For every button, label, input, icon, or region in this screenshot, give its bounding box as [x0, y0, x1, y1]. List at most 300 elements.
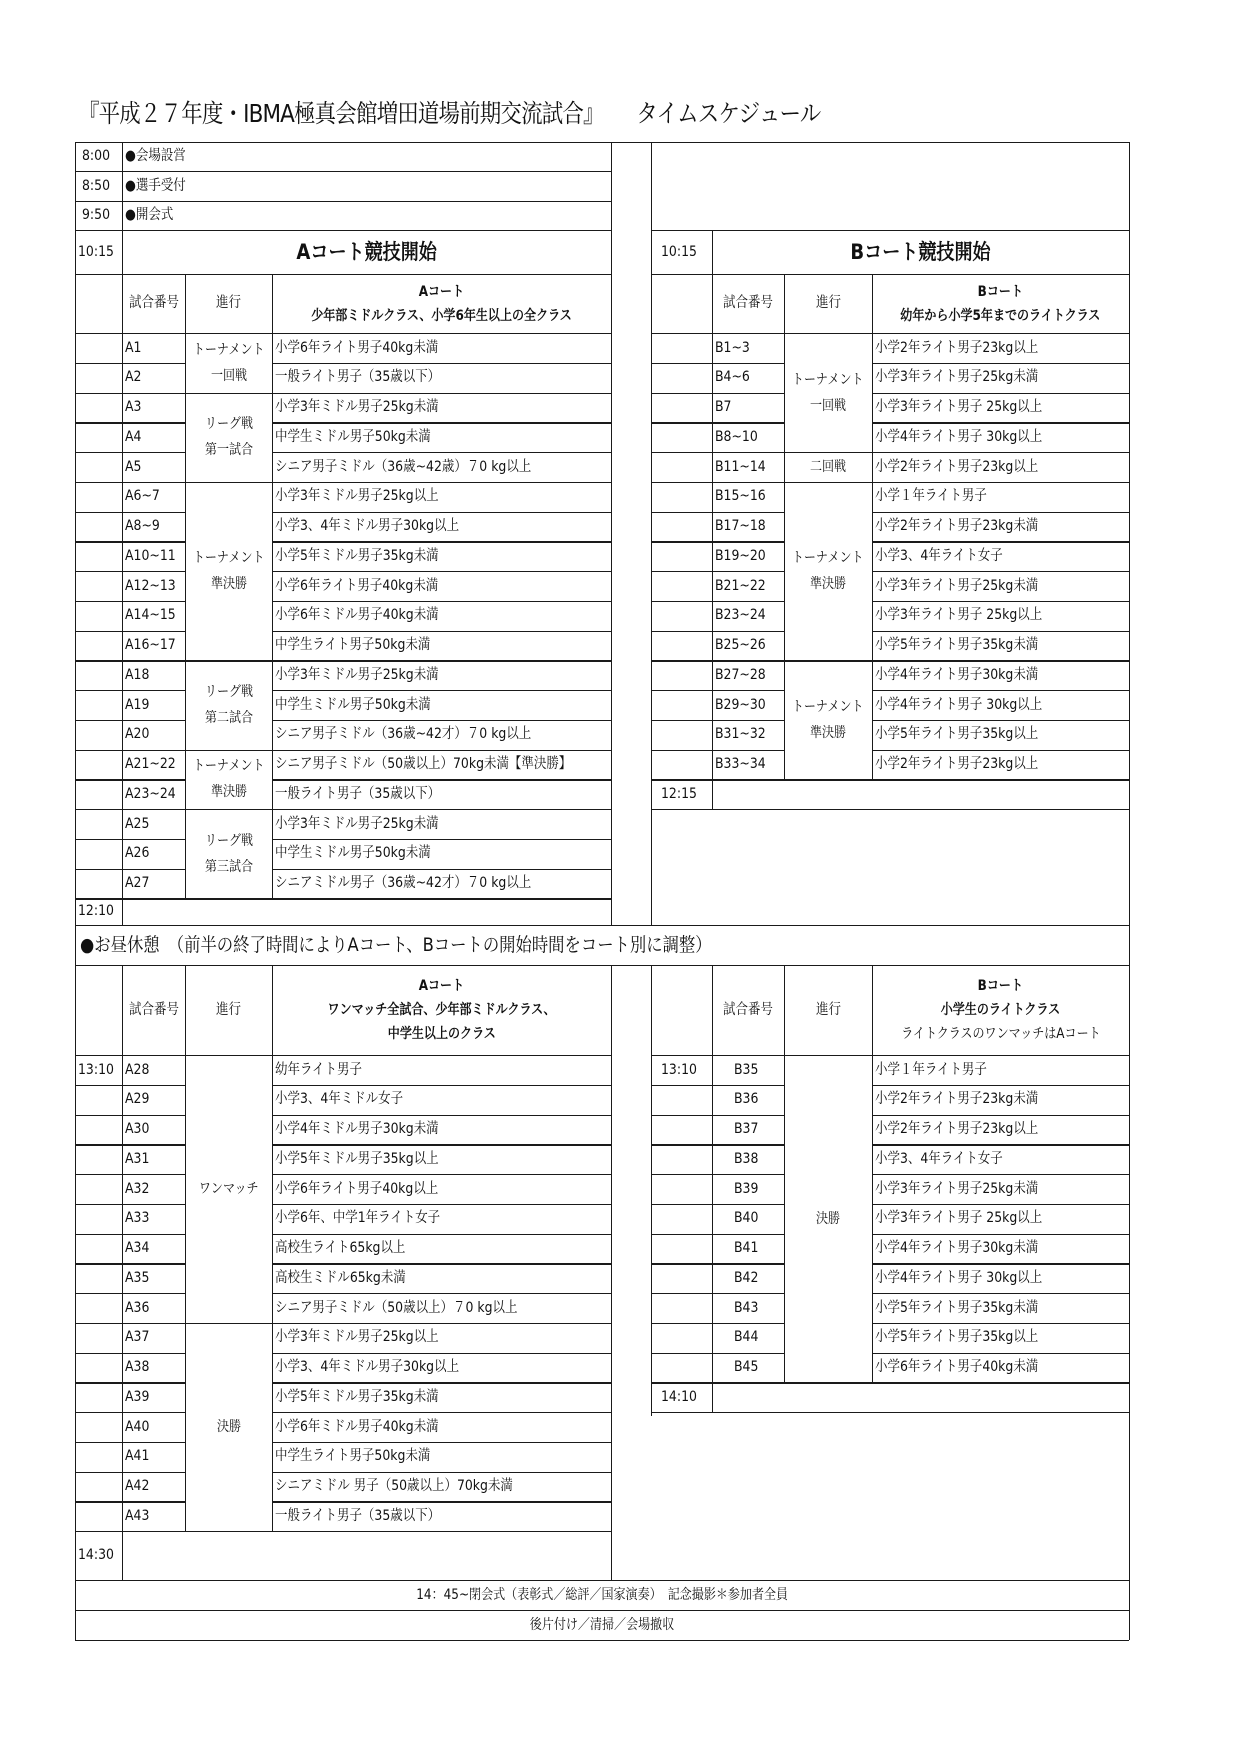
- match-number: [712, 1323, 784, 1353]
- match-number: [122, 750, 185, 780]
- event-name-text: 小学5年ミドル男子35kg未満: [275, 547, 439, 564]
- event-name: [872, 512, 1129, 542]
- match-number: [122, 1442, 185, 1472]
- match-number-text: B33~34: [715, 756, 766, 773]
- time-cell: [75, 898, 122, 925]
- event-name: [872, 452, 1129, 482]
- grid-line-v: [712, 1055, 713, 1382]
- column-header-court: [872, 965, 1129, 1055]
- event-name: [272, 482, 611, 512]
- match-number: [712, 1293, 784, 1323]
- event-name: [272, 1412, 611, 1442]
- time-cell-text: 13:10: [660, 1061, 697, 1078]
- grid-line-h: [651, 809, 1129, 810]
- match-number: [122, 809, 185, 839]
- match-number: [122, 363, 185, 393]
- match-number-text: B45: [733, 1359, 759, 1376]
- match-number: [122, 631, 185, 661]
- grid-line-h: [651, 1412, 1129, 1413]
- event-name: [872, 1353, 1129, 1383]
- grid-line-v: [122, 201, 123, 230]
- event-name-text: 小学3、4年ミドル男子30kg以上: [275, 1359, 460, 1376]
- grid-line-h: [185, 1531, 272, 1532]
- column-header-match-number: [122, 965, 185, 1055]
- opening-item-text: ●開会式: [125, 207, 174, 224]
- time-cell-text: 9:50: [82, 207, 111, 224]
- progress-stage-line: トーナメント: [792, 371, 864, 388]
- match-number-text: A26: [125, 845, 150, 862]
- match-number: [122, 1263, 185, 1293]
- grid-line-v: [872, 333, 873, 779]
- event-name-text: 中学生ライト男子50kg未満: [275, 637, 431, 654]
- match-number: [712, 333, 784, 363]
- progress-stage: [185, 393, 272, 482]
- column-header-court-line: Bコート: [977, 978, 1024, 994]
- match-number: [122, 452, 185, 482]
- time-cell: [75, 1055, 122, 1085]
- event-name-text: 小学3年ライト男子25kg未満: [875, 577, 1039, 594]
- event-name: [272, 1353, 611, 1383]
- event-name: [272, 601, 611, 631]
- grid-line-h: [185, 898, 272, 899]
- event-name: [872, 1085, 1129, 1115]
- event-name: [872, 1293, 1129, 1323]
- match-number-text: B1~3: [715, 339, 750, 356]
- match-number-text: A18: [125, 666, 150, 683]
- event-name-text: 中学生ミドル男子50kg未満: [275, 696, 431, 713]
- column-header-court-line: ライトクラスのワンマッチはAコート: [900, 1026, 1101, 1042]
- time-cell: [75, 230, 122, 274]
- progress-stage-line: 第二試合: [204, 709, 253, 726]
- match-number: [712, 422, 784, 452]
- event-name-text: 高校生ミドル65kg未満: [275, 1269, 406, 1286]
- progress-stage-line: 準決勝: [210, 576, 247, 592]
- progress-stage-line: 準決勝: [809, 576, 847, 592]
- event-name: [872, 541, 1129, 571]
- match-number: [122, 690, 185, 720]
- match-number-text: B29~30: [715, 696, 766, 713]
- match-number-text: B36: [733, 1091, 759, 1108]
- match-number: [122, 839, 185, 869]
- match-number-text: B39: [733, 1180, 759, 1197]
- match-number-text: A32: [125, 1180, 150, 1197]
- match-number: [712, 690, 784, 720]
- match-number-text: B7: [715, 399, 732, 416]
- grid-line-h: [784, 1382, 872, 1383]
- grid-line-v: [872, 274, 873, 333]
- grid-line-v: [872, 965, 873, 1055]
- event-name-text: 一般ライト男子（35歳以下）: [275, 369, 441, 386]
- document-title: [78, 94, 820, 130]
- opening-item-text: ●会場設営: [125, 148, 186, 165]
- progress-stage-line: ワンマッチ: [198, 1180, 259, 1197]
- match-number-text: B41: [733, 1240, 759, 1257]
- match-number-text: A23~24: [125, 785, 176, 802]
- event-name: [872, 571, 1129, 601]
- progress-stage-line: リーグ戦: [204, 832, 253, 849]
- opening-item: [122, 171, 611, 201]
- event-name: [872, 601, 1129, 631]
- event-name: [872, 1204, 1129, 1234]
- grid-line-v: [185, 274, 186, 333]
- match-number-text: A12~13: [125, 577, 176, 594]
- event-name: [272, 1144, 611, 1174]
- event-name-text: シニア男子ミドル（36歳~42才）７0 kg以上: [275, 726, 532, 743]
- grid-line-v: [611, 142, 612, 925]
- match-number: [122, 1174, 185, 1204]
- match-number-text: A36: [125, 1299, 150, 1316]
- match-number: [122, 1412, 185, 1442]
- progress-stage: [185, 660, 272, 749]
- match-number-text: A33: [125, 1210, 150, 1227]
- column-header-court: [272, 965, 611, 1055]
- match-number-text: B44: [733, 1329, 759, 1346]
- match-number: [122, 512, 185, 542]
- grid-line-v: [272, 333, 273, 898]
- column-header-progress-text: 進行: [815, 295, 841, 312]
- grid-line-v: [712, 274, 713, 333]
- match-number-text: B23~24: [715, 607, 766, 624]
- event-name: [272, 363, 611, 393]
- event-name: [272, 1115, 611, 1145]
- event-name: [272, 779, 611, 809]
- event-name: [872, 750, 1129, 780]
- time-cell-text: 10:15: [77, 243, 114, 260]
- grid-line-v: [122, 274, 123, 333]
- match-number: [712, 660, 784, 690]
- event-name-text: 小学4年ライト男子 30kg以上: [875, 428, 1043, 445]
- column-header-progress: [185, 965, 272, 1055]
- match-number: [122, 482, 185, 512]
- event-name-text: シニア男子ミドル（50歳以上）７0 kg以上: [275, 1299, 518, 1316]
- time-cell: [651, 230, 712, 274]
- match-number-text: B31~32: [715, 726, 766, 743]
- column-header-court-line: Aコート: [418, 283, 465, 300]
- match-number-text: A16~17: [125, 637, 176, 654]
- event-name-text: シニアミドル男子（36歳~42才）７0 kg以上: [275, 875, 532, 892]
- time-cell-text: 12:15: [660, 785, 697, 802]
- column-header-court: [272, 274, 611, 333]
- event-name-text: 小学3年ライト男子 25kg以上: [875, 399, 1043, 416]
- match-number: [712, 571, 784, 601]
- event-name: [272, 571, 611, 601]
- match-number-text: A34: [125, 1240, 150, 1257]
- event-name: [272, 839, 611, 869]
- grid-line-h: [784, 779, 872, 780]
- match-number-text: B40: [733, 1210, 759, 1227]
- closing-ceremony-note: [75, 1580, 1129, 1610]
- event-name-text: 小学4年ライト男子 30kg以上: [875, 696, 1043, 713]
- event-name: [272, 452, 611, 482]
- match-number-text: A2: [125, 369, 142, 386]
- match-number-text: A3: [125, 399, 142, 416]
- grid-line-v: [122, 230, 123, 274]
- match-number-text: A28: [125, 1061, 150, 1078]
- event-name-text: 小学4年ライト男子30kg未満: [875, 1240, 1039, 1257]
- grid-line-v: [75, 142, 76, 1640]
- event-name-text: 小学4年ミドル男子30kg未満: [275, 1121, 439, 1138]
- column-header-progress-text: 進行: [216, 295, 241, 312]
- grid-line-v: [122, 965, 123, 1055]
- event-name-text: 小学5年ライト男子35kg以上: [875, 726, 1039, 743]
- match-number: [712, 1263, 784, 1293]
- progress-stage-line: 準決勝: [210, 784, 247, 801]
- event-name-text: 小学6年、中学1年ライト女子: [275, 1210, 441, 1227]
- grid-line-v: [1129, 142, 1130, 1640]
- match-number: [712, 601, 784, 631]
- match-number: [712, 1144, 784, 1174]
- event-name-text: 中学生ミドル男子50kg未満: [275, 428, 431, 445]
- lunch-break-note-text: ●お昼休憩 （前半の終了時間によりAコート、Bコートの開始時間をコート別に調整）: [80, 933, 712, 956]
- time-cell-text: 8:00: [82, 148, 111, 165]
- opening-item: [122, 201, 611, 230]
- progress-stage-line: 第一試合: [204, 442, 253, 459]
- event-name: [872, 720, 1129, 750]
- progress-stage: [185, 809, 272, 898]
- match-number: [712, 1234, 784, 1264]
- grid-line-v: [272, 965, 273, 1055]
- grid-line-v: [611, 965, 612, 1580]
- column-header-match-number-text: 試合番号: [128, 1001, 179, 1018]
- column-header-court-line: 少年部ミドルクラス、小学6年生以上の全クラス: [311, 307, 572, 324]
- event-name-text: 小学5年ミドル男子35kg以上: [275, 1150, 439, 1167]
- grid-line-v: [272, 274, 273, 333]
- court-start-heading-text: Aコート競技開始: [296, 239, 437, 264]
- match-number: [712, 750, 784, 780]
- cleanup-note: [75, 1610, 1129, 1640]
- match-number-text: B25~26: [715, 637, 766, 654]
- progress-stage-line: リーグ戦: [204, 683, 253, 700]
- match-number-text: B8~10: [715, 428, 758, 445]
- event-name: [872, 1144, 1129, 1174]
- event-name-text: 小学2年ライト男子23kg以上: [875, 339, 1039, 356]
- event-name-text: 小学3、4年ライト女子: [875, 547, 1003, 564]
- event-name-text: 小学6年ライト男子40kg未満: [275, 339, 439, 356]
- match-number-text: A20: [125, 726, 150, 743]
- match-number: [122, 720, 185, 750]
- event-name: [872, 422, 1129, 452]
- grid-line-v: [651, 965, 652, 1416]
- match-number-text: A31: [125, 1150, 150, 1167]
- event-name-text: 小学6年ライト男子40kg以上: [275, 1180, 439, 1197]
- progress-stage-line: トーナメント: [192, 758, 265, 775]
- event-name-text: 小学5年ライト男子35kg以上: [875, 1329, 1039, 1346]
- grid-line-v: [122, 898, 123, 925]
- match-number: [122, 869, 185, 899]
- match-number: [712, 1055, 784, 1085]
- match-number-text: B11~14: [715, 458, 766, 475]
- progress-stage-line: トーナメント: [192, 550, 265, 566]
- grid-line-v: [185, 333, 186, 898]
- match-number: [712, 1353, 784, 1383]
- event-name-text: 小学6年ライト男子40kg未満: [875, 1359, 1039, 1376]
- event-name-text: 小学3年ライト男子25kg未満: [875, 1180, 1039, 1197]
- match-number-text: A38: [125, 1359, 150, 1376]
- column-header-progress-text: 進行: [815, 1001, 841, 1018]
- match-number: [122, 779, 185, 809]
- match-number-text: A29: [125, 1091, 150, 1108]
- match-number: [122, 422, 185, 452]
- match-number: [712, 1115, 784, 1145]
- grid-line-v: [784, 1055, 785, 1382]
- match-number-text: A35: [125, 1269, 150, 1286]
- match-number: [122, 333, 185, 363]
- grid-line-v: [122, 142, 123, 171]
- grid-line-v: [712, 1382, 713, 1412]
- match-number: [712, 363, 784, 393]
- match-number: [122, 1501, 185, 1531]
- progress-stage: [784, 333, 872, 452]
- event-name-text: 小学6年ライト男子40kg未満: [275, 577, 439, 594]
- event-name-text: 幼年ライト男子: [275, 1061, 362, 1078]
- time-cell: [75, 1531, 122, 1580]
- column-header-court-line: 小学生のライトクラス: [940, 1002, 1061, 1018]
- time-cell-text: 8:50: [82, 177, 111, 194]
- event-name: [272, 631, 611, 661]
- grid-line-v: [272, 1055, 273, 1531]
- event-name: [272, 541, 611, 571]
- progress-stage: [784, 452, 872, 482]
- grid-line-v: [122, 1531, 123, 1580]
- grid-line-h: [75, 1640, 1129, 1641]
- progress-stage-line: 準決勝: [809, 724, 847, 741]
- column-header-match-number: [712, 965, 784, 1055]
- event-name: [272, 1323, 611, 1353]
- progress-stage-line: 二回戦: [809, 458, 847, 475]
- match-number-text: A37: [125, 1329, 150, 1346]
- match-number-text: A42: [125, 1478, 150, 1495]
- event-name-text: 小学5年ライト男子35kg未満: [875, 1299, 1039, 1316]
- event-name: [872, 690, 1129, 720]
- opening-item-text: ●選手受付: [125, 177, 186, 194]
- grid-line-v: [712, 230, 713, 274]
- match-number: [712, 393, 784, 423]
- grid-line-v: [872, 1055, 873, 1382]
- match-number: [122, 541, 185, 571]
- column-header-court: [872, 274, 1129, 333]
- match-number: [122, 1234, 185, 1264]
- match-number: [122, 393, 185, 423]
- event-name-text: 小学2年ライト男子23kg未満: [875, 1091, 1039, 1108]
- event-name: [272, 1085, 611, 1115]
- event-name-text: 小学3年ライト男子 25kg以上: [875, 1210, 1043, 1227]
- event-name-text: シニアミドル 男子（50歳以上）70kg未満: [275, 1478, 513, 1495]
- match-number: [122, 1293, 185, 1323]
- time-cell-text: 12:10: [77, 903, 114, 920]
- match-number: [712, 1085, 784, 1115]
- event-name-text: 小学3年ミドル男子25kg以上: [275, 1329, 439, 1346]
- event-name-text: 小学2年ライト男子23kg以上: [875, 756, 1039, 773]
- match-number-text: A8~9: [125, 518, 160, 535]
- event-name-text: 一般ライト男子（35歳以下）: [275, 1507, 441, 1524]
- match-number: [122, 1055, 185, 1085]
- event-name: [272, 1293, 611, 1323]
- grid-line-v: [122, 171, 123, 201]
- title-sub: タイムスケジュール: [636, 99, 821, 128]
- event-name-text: 小学5年ライト男子35kg未満: [875, 637, 1039, 654]
- court-start-heading: [122, 230, 611, 274]
- match-number-text: B35: [733, 1061, 759, 1078]
- progress-stage-line: リーグ戦: [204, 416, 253, 433]
- column-header-match-number: [712, 274, 784, 333]
- match-number-text: A19: [125, 696, 150, 713]
- match-number-text: A1: [125, 339, 142, 356]
- progress-stage: [185, 1055, 272, 1323]
- match-number-text: B17~18: [715, 518, 766, 535]
- event-name: [272, 333, 611, 363]
- event-name: [272, 1501, 611, 1531]
- court-start-heading: [712, 230, 1129, 274]
- event-name-text: 小学6年ミドル男子40kg未満: [275, 1418, 439, 1435]
- column-header-match-number-text: 試合番号: [128, 295, 179, 312]
- column-header-progress-text: 進行: [216, 1001, 241, 1018]
- match-number-text: A6~7: [125, 488, 160, 505]
- match-number-text: A21~22: [125, 756, 176, 773]
- event-name-text: 小学3年ミドル男子25kg未満: [275, 815, 439, 832]
- match-number-text: B4~6: [715, 369, 750, 386]
- match-number-text: A14~15: [125, 607, 176, 624]
- match-number: [712, 1174, 784, 1204]
- match-number: [122, 571, 185, 601]
- progress-stage: [185, 333, 272, 393]
- time-cell-text: 13:10: [77, 1061, 114, 1078]
- progress-stage-line: トーナメント: [192, 341, 265, 358]
- grid-line-h: [272, 1531, 611, 1532]
- match-number: [122, 1204, 185, 1234]
- event-name: [872, 1323, 1129, 1353]
- match-number: [712, 482, 784, 512]
- event-name-text: 小学3年ライト男子25kg未満: [875, 369, 1039, 386]
- event-name: [272, 1174, 611, 1204]
- event-name: [272, 1234, 611, 1264]
- grid-line-v: [712, 965, 713, 1055]
- progress-stage: [784, 1055, 872, 1382]
- grid-line-h: [872, 1382, 1129, 1383]
- lunch-break-note: [75, 925, 1129, 965]
- event-name: [272, 1263, 611, 1293]
- event-name-text: 小学4年ライト男子30kg未満: [875, 666, 1039, 683]
- grid-line-v: [712, 779, 713, 809]
- match-number: [712, 512, 784, 542]
- title-main: 『平成２７年度・IBMA極真会館増田道場前期交流試合』: [78, 99, 604, 128]
- event-name: [272, 1382, 611, 1412]
- event-name: [272, 809, 611, 839]
- match-number: [122, 601, 185, 631]
- match-number: [122, 1353, 185, 1383]
- event-name: [272, 1055, 611, 1085]
- column-header-match-number: [122, 274, 185, 333]
- grid-line-v: [185, 965, 186, 1055]
- progress-stage-line: トーナメント: [792, 550, 864, 566]
- column-header-match-number-text: 試合番号: [723, 295, 773, 312]
- event-name-text: 小学3年ライト男子 25kg以上: [875, 607, 1043, 624]
- match-number-text: A40: [125, 1418, 150, 1435]
- progress-stage-line: 一回戦: [210, 367, 247, 384]
- match-number-text: B15~16: [715, 488, 766, 505]
- grid-line-v: [122, 333, 123, 898]
- grid-line-v: [784, 333, 785, 779]
- match-number-text: B43: [733, 1299, 759, 1316]
- progress-stage-line: 一回戦: [809, 397, 847, 414]
- match-number-text: B21~22: [715, 577, 766, 594]
- match-number: [122, 660, 185, 690]
- column-header-progress: [784, 274, 872, 333]
- event-name: [272, 690, 611, 720]
- match-number: [122, 1085, 185, 1115]
- match-number-text: A41: [125, 1448, 150, 1465]
- match-number: [712, 1204, 784, 1234]
- time-cell: [651, 1382, 712, 1412]
